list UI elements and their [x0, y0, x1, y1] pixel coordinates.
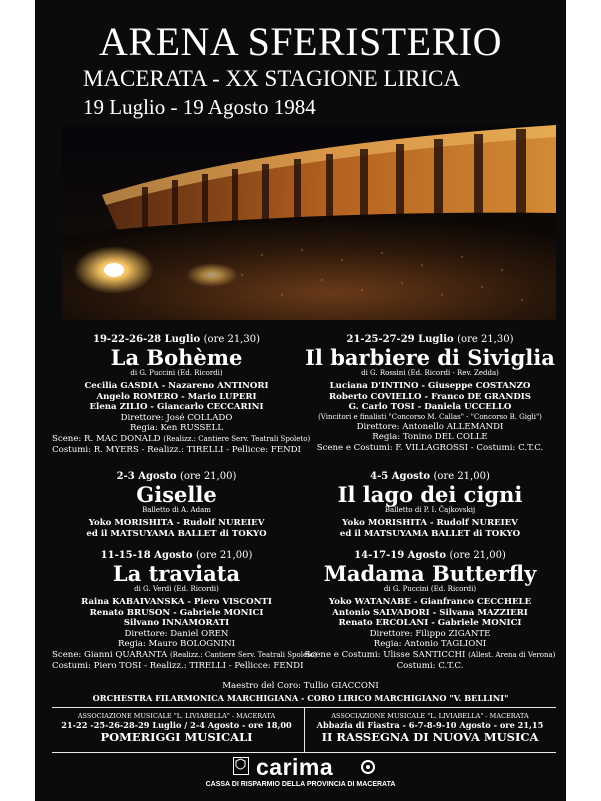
traviata-cast-1: Raina KABAIVANSKA - Piero VISCONTI — [81, 597, 272, 607]
boheme-stage-direction: Regia: Ken RUSSELL — [129, 423, 224, 434]
pomeriggi-organizer: ASSOCIAZIONE MUSICALE "L. LIVIABELLA" - MACERATA — [77, 712, 276, 720]
pomeriggi-name: POMERIGGI MUSICALI — [100, 729, 253, 744]
traviata-cast-2: Renato BRUSON - Gabriele MONICI — [89, 607, 264, 618]
barbiere-composer: di G. Rossini — [361, 369, 406, 377]
traviata-costumes: Costumi: Piero TOSI - Realizz.: TIRELLI - Pellicce: FENDI — [52, 660, 304, 671]
traviata-composer: di G. Verdi — [134, 585, 172, 593]
chorus-master: Maestro del Coro: Tullio GIACCONI — [222, 681, 379, 691]
rassegna-organizer: ASSOCIAZIONE MUSICALE "L. LIVIABELLA" - MACERATA — [331, 712, 529, 720]
poster-subtitle: MACERATA - XX STAGIONE LIRICA — [83, 66, 461, 91]
barbiere-note: (Vincitori e finalisti "Concorso M. Callas" - "Concorso B. Gigli") — [318, 412, 542, 421]
butterfly-time: (ore 21,00) — [449, 550, 506, 561]
season-dates: 19 Luglio - 19 Agosto 1984 — [83, 95, 316, 119]
traviata-title: La traviata — [112, 561, 241, 586]
giselle-dates: 2-3 Agosto — [116, 471, 177, 482]
traviata-sets: Scene: Gianni QUARANTA — [52, 649, 168, 660]
production-boheme — [52, 334, 311, 455]
sponsor-logo: carima — [256, 754, 334, 780]
production-traviata — [52, 550, 317, 671]
boheme-cast-1: Cecilia GASDIA - Nazareno ANTINORI — [84, 381, 269, 391]
lago-dates: 4-5 Agosto — [370, 471, 431, 482]
arena-photo — [62, 125, 556, 320]
rassegna-dates: Abbazia di Fiastra - 6-7-8-9-10 Agosto - ore 21,15 — [316, 720, 544, 730]
barbiere-sets-costumes: Scene e Costumi: F. VILLAGROSSI - Costumi: C.T.C. — [316, 442, 544, 453]
giselle-title: Giselle — [136, 482, 217, 507]
giselle-cast-2: ed il MATSUYAMA BALLET di TOKYO — [86, 528, 267, 539]
butterfly-stage-direction: Regia: Antonio TAGLIONI — [373, 639, 487, 650]
boheme-publisher: (Ed. Ricordi) — [177, 369, 223, 377]
boheme-time: (ore 21,30) — [203, 334, 260, 345]
barbiere-dates: 21-25-27-29 Luglio — [346, 334, 454, 345]
butterfly-costumes: Costumi: C.T.C. — [396, 660, 464, 671]
event-pomeriggi — [52, 712, 301, 744]
event-rassegna — [304, 712, 556, 744]
poster-title: ARENA SFERISTERIO — [99, 19, 502, 64]
sponsor-crest-icon — [233, 757, 249, 775]
boheme-dates: 19-22-26-28 Luglio — [93, 334, 201, 345]
events-bottom-rule — [52, 752, 556, 753]
traviata-time: (ore 21,00) — [196, 550, 253, 561]
giselle-time: (ore 21,00) — [180, 471, 237, 482]
butterfly-sets-costumes: Scene e Costumi: Ulisse SANTICCHI — [304, 649, 466, 660]
butterfly-cast-2: Antonio SALVADORI - Silvana MAZZIERI — [332, 607, 528, 618]
butterfly-cast-1: Yoko WATANABE - Gianfranco CECCHELE — [328, 597, 532, 607]
barbiere-cast-1: Luciana D'INTINO - Giuseppe COSTANZO — [329, 381, 531, 391]
barbiere-cast-3: G. Carlo TOSI - Daniela UCCELLO — [348, 402, 512, 413]
boheme-costumes: Costumi: R. MYERS - Realizz.: TIRELLI - Pellicce: FENDI — [52, 444, 301, 455]
boheme-sets-note: (Realizz.: Cantiere Serv. Teatrali Spoleto) — [163, 434, 311, 443]
lago-time: (ore 21,00) — [433, 471, 490, 482]
rassegna-name: II RASSEGNA DI NUOVA MUSICA — [321, 729, 539, 744]
poster — [35, 0, 566, 801]
butterfly-title: Madama Butterfly — [323, 561, 537, 586]
boheme-director: Direttore: José COLLADO — [120, 412, 233, 423]
barbiere-title: Il barbiere di Siviglia — [305, 345, 555, 370]
lago-composer: Balletto di P. I. Čajkovskij — [384, 506, 476, 514]
giselle-cast-1: Yoko MORISHITA - Rudolf NUREIEV — [88, 518, 265, 528]
sponsor-spiral-icon — [361, 760, 375, 774]
production-butterfly — [304, 550, 556, 671]
sponsor-tagline: CASSA DI RISPARMIO DELLA PROVINCIA DI MACERATA — [205, 781, 396, 788]
traviata-director: Direttore: Daniel OREN — [124, 628, 229, 639]
boheme-composer: di G. Puccini — [130, 369, 176, 377]
boheme-sets: Scene: R. MAC DONALD — [52, 433, 161, 444]
butterfly-dates: 14-17-19 Agosto — [354, 550, 447, 561]
butterfly-cast-3: Renato ERCOLANI - Gabriele MONICI — [338, 618, 522, 629]
barbiere-director: Direttore: Antonello ALLEMANDI — [356, 421, 504, 432]
barbiere-cast-2: Roberto COVIELLO - Franco DE GRANDIS — [328, 391, 532, 402]
boheme-cast-3: Elena ZILIO - Giancarlo CECCARINI — [89, 402, 264, 413]
barbiere-stage-direction: Regia: Tonino DEL COLLE — [372, 432, 488, 443]
butterfly-composer: di G. Puccini — [383, 585, 429, 593]
production-lago — [304, 471, 556, 539]
traviata-sets-note: (Realizz.: Cantiere Serv. Teatrali Spoleto) — [169, 650, 317, 659]
butterfly-director: Direttore: Filippo ZIGANTE — [369, 628, 491, 639]
pomeriggi-dates: 21-22 -25-26-28-29 Luglio / 2-4 Agosto - ore 18,00 — [61, 720, 292, 730]
boheme-title: La Bohème — [110, 345, 243, 370]
production-barbiere — [304, 334, 556, 454]
production-giselle — [52, 471, 301, 539]
barbiere-publisher: (Ed. Ricordi - Rev. Zedda) — [407, 369, 499, 377]
barbiere-time: (ore 21,30) — [457, 334, 514, 345]
traviata-cast-3: Silvano INNAMORATI — [123, 618, 230, 629]
traviata-dates: 11-15-18 Agosto — [100, 550, 193, 561]
arena-illustration — [62, 125, 556, 320]
traviata-stage-direction: Regia: Mauro BOLOGNINI — [118, 639, 235, 650]
lago-cast-2: ed il MATSUYAMA BALLET di TOKYO — [339, 528, 521, 539]
traviata-publisher: (Ed. Ricordi) — [173, 585, 219, 593]
orchestra-line: ORCHESTRA FILARMONICA MARCHIGIANA - CORO LIRICO MARCHIGIANO "V. BELLINI" — [92, 693, 509, 703]
butterfly-sets-note: (Allest. Arena di Verona) — [468, 650, 556, 659]
giselle-composer: Balletto di A. Adam — [142, 506, 211, 514]
lago-cast-1: Yoko MORISHITA - Rudolf NUREIEV — [342, 518, 518, 528]
butterfly-publisher: (Ed. Ricordi) — [430, 585, 477, 593]
boheme-cast-2: Angelo ROMERO - Mario LUPERI — [96, 391, 257, 402]
lago-title: Il lago dei cigni — [337, 482, 523, 507]
